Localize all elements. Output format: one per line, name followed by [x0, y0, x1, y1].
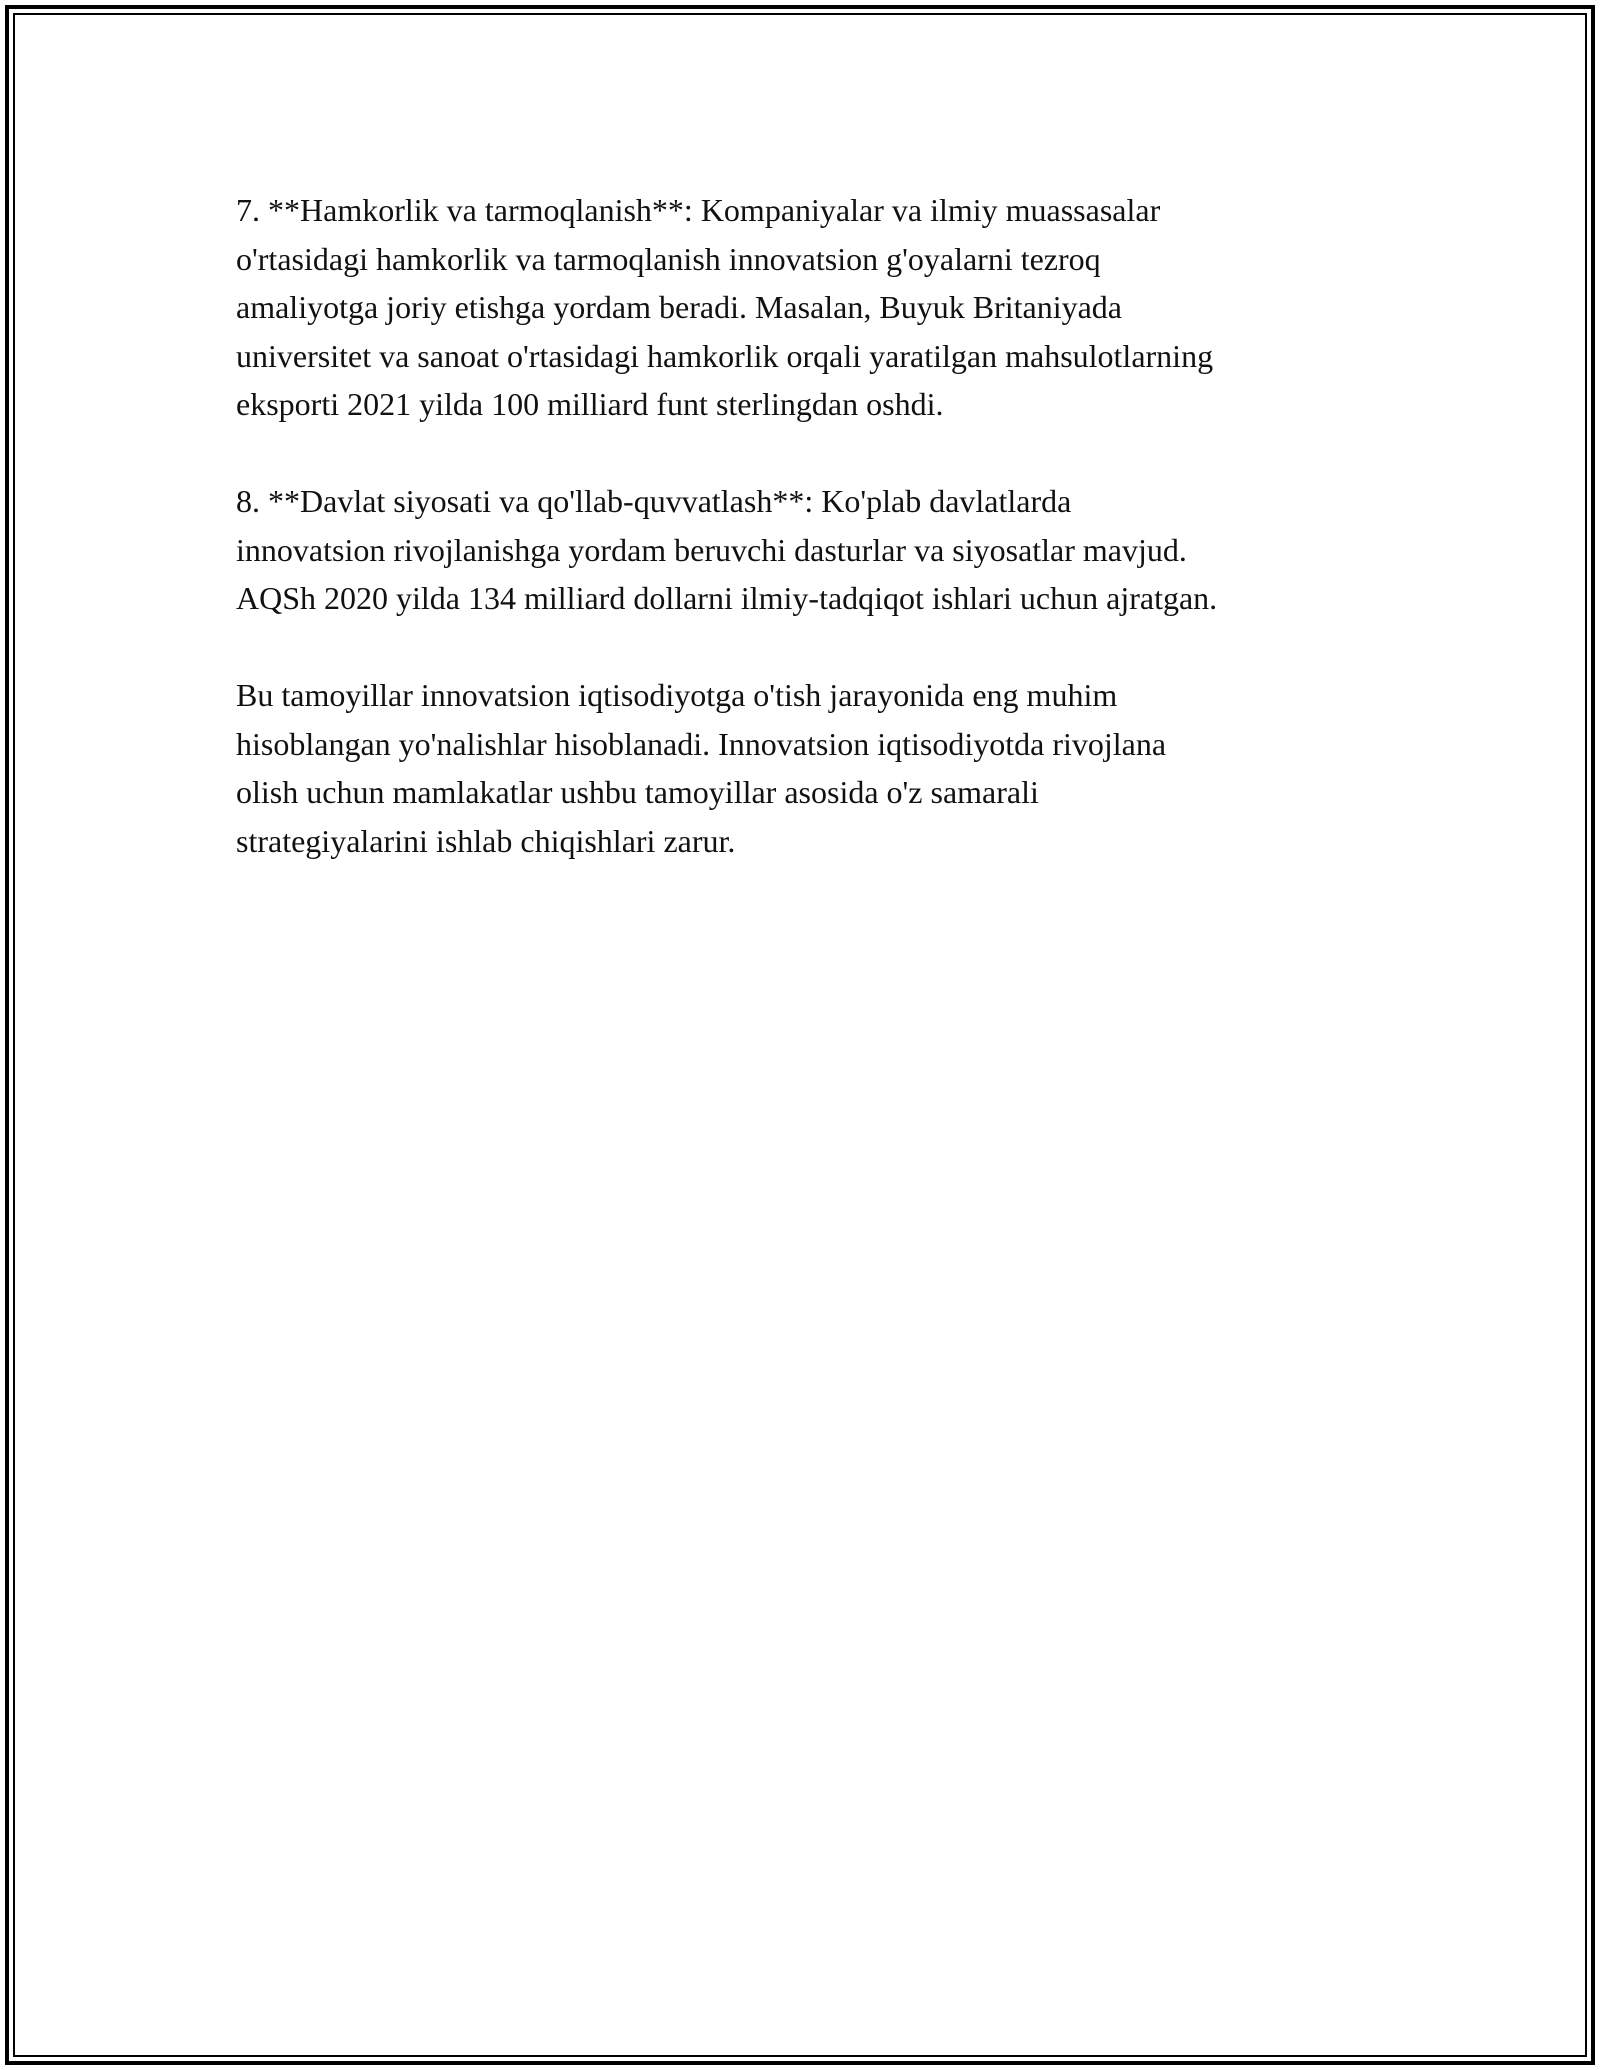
- text-line: innovatsion rivojlanishga yordam beruvchi dasturlar va siyosatlar mavjud.: [236, 531, 1187, 568]
- paragraph-item-7: [236, 186, 1386, 429]
- text-line: olish uchun mamlakatlar ushbu tamoyillar asosida o'z samarali: [236, 774, 1039, 810]
- text-line: amaliyotga joriy etishga yordam beradi. Masalan, Buyuk Britaniyada: [236, 289, 1122, 325]
- text-line: eksporti 2021 yilda 100 milliard funt sterlingdan oshdi.: [236, 386, 944, 422]
- text-line: 7. **Hamkorlik va tarmoqlanish**: Kompaniyalar va ilmiy muassasalar: [236, 192, 1161, 228]
- text-line: 8. **Davlat siyosati va qo'llab-quvvatlash**: Ko'plab davlatlarda: [236, 483, 1072, 519]
- text-line: Bu tamoyillar innovatsion iqtisodiyotga o'tish jarayonida eng muhim: [236, 677, 1118, 713]
- paragraph-conclusion: [236, 671, 1386, 865]
- paragraph-item-8: [236, 477, 1386, 623]
- text-line: strategiyalarini ishlab chiqishlari zarur.: [236, 822, 736, 859]
- text-line: universitet va sanoat o'rtasidagi hamkorlik orqali yaratilgan mahsulotlarning: [236, 337, 1214, 374]
- text-line: hisoblangan yo'nalishlar hisoblanadi. Innovatsion iqtisodiyotda rivojlana: [236, 725, 1167, 762]
- document-body: [236, 186, 1386, 914]
- text-line: AQSh 2020 yilda 134 milliard dollarni ilmiy-tadqiqot ishlari uchun ajratgan.: [236, 580, 1218, 616]
- text-line: o'rtasidagi hamkorlik va tarmoqlanish innovatsion g'oyalarni tezroq: [236, 240, 1101, 277]
